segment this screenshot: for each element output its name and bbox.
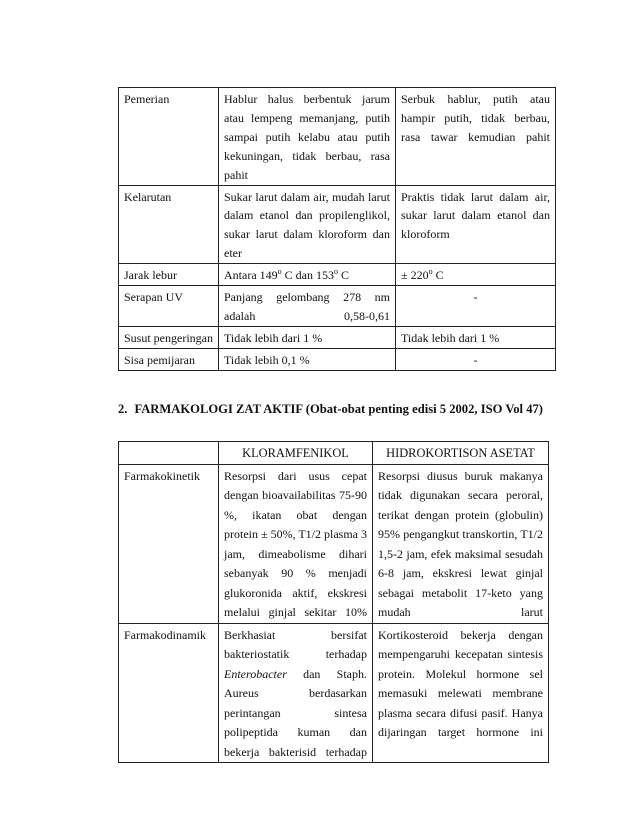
melting-range-text: C dan 153 [281,268,334,283]
section-heading [118,402,558,417]
hydrocortisone-cell: Serbuk hablur, putih atau hampir putih, tidak berbau, rasa tawar kemudian pahit [396,88,556,186]
row-label: Kelarutan [119,185,219,264]
row-label: Jarak lebur [119,264,219,286]
degree-mark: o [428,267,433,277]
table-header-row [119,442,549,465]
row-label: Susut pengeringan [119,326,219,348]
section-title: FARMAKOLOGI ZAT AKTIF (Obat-obat penting edisi 5 2002, ISO Vol 47) [134,402,543,416]
table-row [119,348,556,370]
chloramphenicol-cell [219,623,373,763]
chloramphenicol-cell [219,264,396,286]
pharmacodynamics-text: Berkhasiat bersifat bakteriostatik terhadap [224,627,367,661]
chloramphenicol-cell: Tidak lebih dari 1 % [219,326,396,348]
row-label: Farmakokinetik [119,464,219,623]
degree-mark: o [334,267,338,277]
melting-point-text: C [432,268,444,283]
hydrocortisone-cell: Praktis tidak larut dalam air, sukar larut dalam etanol dan kloroform [396,185,556,264]
row-label: Pemerian [119,88,219,186]
melting-range-text: Antara 149 [224,268,278,283]
hydrocortisone-cell: - [396,348,556,370]
row-label: Sisa pemijaran [119,348,219,370]
chloramphenicol-cell: Resorpsi dari usus cepat dengan bioavailabilitas 75-90 %, ikatan obat dengan protein ± 50%, T1/2 plasma 3 jam, dimeabolisme dihari sebanyak 90 % menjadi glukoronida aktif, ekskresi melalui ginjal sekitar 10% [219,464,373,623]
organism-name: Enterobacter [224,666,287,681]
chloramphenicol-cell: Panjang gelombang 278 nm adalah 0,58-0,61 [219,286,396,327]
hydrocortisone-cell: Kortikosteroid bekerja dengan mempengaruhi kecepatan sintesis protein. Molekul hormone sel memasuki melewati membrane plasma secara difusi pasif. Hanya dijaringan target hormone ini [373,623,549,763]
hydrocortisone-cell: Resorpsi diusus buruk makanya tidak digunakan secara peroral, terikat dengan protein (globulin) 95% pengangkut transkortin, T1/2 1,5-2 jam, efek maksimal sesudah 6-8 jam, ekskresi lewat ginjal sebagai metabolit 17-keto yang mudah larut [373,464,549,623]
table-row [119,623,549,763]
pharmacology-table [118,441,549,763]
table-row [119,326,556,348]
hydrocortisone-cell: - [396,286,556,327]
header-hydrocortisone-acetate: HIDROKORTISON ASETAT [373,442,549,465]
melting-point-text: ± 220 [401,268,429,283]
degree-mark: o [277,267,282,277]
table-row [119,264,556,286]
table-row [119,185,556,264]
chloramphenicol-cell: Sukar larut dalam air, mudah larut dalam etanol dan propilenglikol, sukar larut dalam kloroform dan eter [219,185,396,264]
pharmacodynamics-text: dan Staph. Aureus berdasarkan perintangan sintesa polipeptida kuman dan bekerja bakterisid terhadap [224,666,367,759]
hydrocortisone-cell [396,264,556,286]
header-empty-cell [119,442,219,465]
properties-table [118,87,556,371]
header-chloramphenicol: KLORAMFENIKOL [219,442,373,465]
section-number: 2. [118,402,128,416]
hydrocortisone-cell: Tidak lebih dari 1 % [396,326,556,348]
table-row [119,286,556,327]
table-row [119,464,549,623]
row-label: Serapan UV [119,286,219,327]
chloramphenicol-cell: Tidak lebih 0,1 % [219,348,396,370]
chloramphenicol-cell: Hablur halus berbentuk jarum atau lempeng memanjang, putih sampai putih kelabu atau putih kekuningan, tidak berbau, rasa pahit [219,88,396,186]
melting-range-text: C [338,268,350,283]
table-row [119,88,556,186]
row-label: Farmakodinamik [119,623,219,763]
